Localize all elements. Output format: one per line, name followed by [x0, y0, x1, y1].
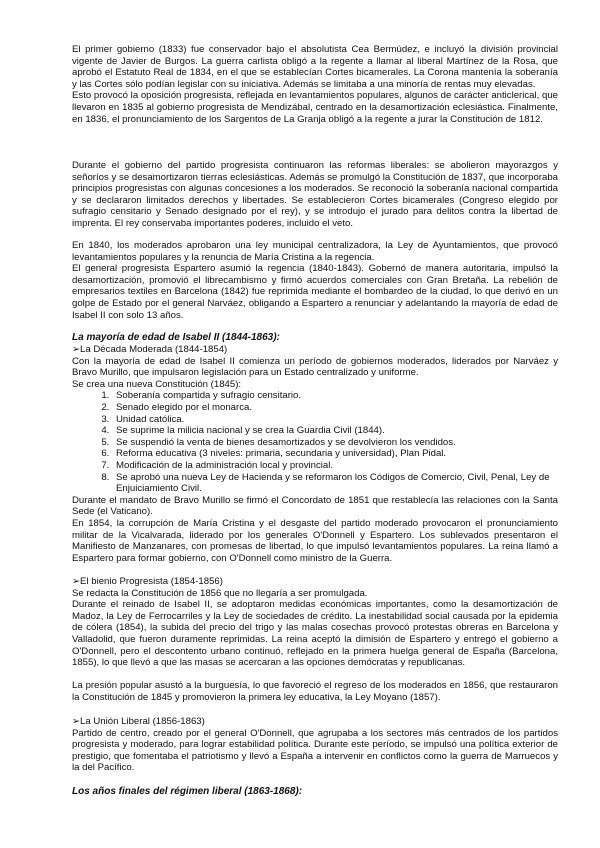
biennium-paragraph-1: Se redacta la Constitución de 1856 que no llegaría a ser promulgada.	[72, 587, 368, 599]
intro-section	[72, 44, 558, 125]
biennium-paragraph-2: Durante el reinado de Isabel II, se adoptaron medidas económicas importantes, como la desamortización de Madoz, la Ley de Ferrocarriles y la Ley de sociedades de crédito. La inestabilidad social causada por la epidemia de cólera (1854), la subida del precio del trigo y las malas cosechas provocó protestas obreras en Barcelona y Valladolid, que fueron duramente reprimidas. La reina aceptó la dimisión de Espartero y entregó el gobierno a O'Donnell, pero el descontento urbano continuó, reflejado en la primera huelga general de España (Barcelona, 1855), lo que llevó a que las masas se acercaran a las opciones demócratas y republicanas.	[72, 599, 558, 669]
concordat-paragraph: Durante el mandato de Bravo Murillo se firmó el Concordato de 1851 que restablecía las relaciones con la Santa Sede (el Vaticano).	[72, 494, 558, 518]
list-item: 4. Se suprime la milicia nacional y se crea la Guardia Civil (1844).	[112, 425, 558, 437]
regency-section	[72, 240, 558, 321]
moderates-return-section	[72, 680, 558, 703]
moderate-paragraph-2: Se crea una nueva Constitución (1845):	[72, 378, 242, 390]
list-item: 7. Modificación de la administración local y provincial.	[112, 460, 558, 472]
section-heading-final-years: Los años finales del régimen liberal (1863-1868):	[72, 786, 303, 797]
vicalvarada-paragraph: En 1854, la corrupción de María Cristina y el desgaste del partido moderado provocaron el pronunciamiento militar de la Vicalvarada, liderado por los generales O'Donnell y Espartero. Los sublevados presentaron el Manifiesto de Manzanares, con promesas de libertad, lo que impulsó levantamientos populares. La reina llamó a Espartero para formar gobierno, con O'Donnell como ministro de la Guerra.	[72, 517, 558, 564]
moderate-paragraph-1: Con la mayoría de edad de Isabel II comienza un período de gobiernos moderados, liderados por Narváez y Bravo Murillo, que impulsaron legislación para un Estado centralizado y uniforme.	[72, 355, 558, 379]
intro-paragraph-5: El general progresista Espartero asumió la regencia (1840-1843). Gobernó de manera autoritaria, impulsó la desamortización, promovió el librecambismo y firmó acuerdos comerciales con Gran Bretaña. La rebelión de empresarios textiles en Barcelona (1842) fue reprimida mediante el bombardeo de la ciudad, lo que derivó en un golpe de Estado por el general Narváez, obligando a Espartero a renunciar y adelantando la mayoría de edad de Isabel II con solo 13 años.	[72, 263, 558, 321]
list-item: 8. Se aprobó una nueva Ley de Hacienda y se reformaron los Códigos de Comercio, Civil, Penal, Ley de Enjuiciamiento Civil.	[112, 472, 558, 495]
intro-paragraph-3: Durante el gobierno del partido progresista continuaron las reformas liberales: se abolieron mayorazgos y señoríos y se desamortizaron tierras eclesiásticas. Además se promulgó la Constitución de 1837, que incorporaba principios progresistas con algunas concesiones a los moderados. Se reconoció la soberanía nacional compartida y se declararon limitados derechos y libertades. Se establecieron Cortes bicamerales (Congreso elegido por sufragio censitario y Senado designado por el rey), y se introdujo el jurado para delitos contra la libertad de imprenta. El rey conservaba importantes poderes, incluido el veto.	[72, 160, 558, 229]
isabel-majority-section	[72, 332, 558, 564]
biennium-paragraph-3: La presión popular asustó a la burguesía, lo que favoreció el regreso de los moderados en 1856, que restauraron la Constitución de 1845 y promovieron la primera ley educativa, la Ley Moyano (1857).	[72, 680, 558, 703]
liberal-union-paragraph: Partido de centro, creado por el general O'Donnell, que agrupaba a los sectores más centrados de los partidos progresista y moderado, para lograr estabilidad política. Durante este período, se impulsó una política exterior de prestigio, que fomentaba el patriotismo y llevó a España a intervenir en conflictos como la guerra de Marruecos y la del Pacífico.	[72, 727, 558, 774]
list-item: 6. Reforma educativa (3 niveles: primaria, secundaria y universidad), Plan Pidal.	[112, 448, 558, 460]
intro-paragraph-4: En 1840, los moderados aprobaron una ley municipal centralizadora, la Ley de Ayuntamientos, que provocó levantamientos populares y la renuncia de María Cristina a la regencia.	[72, 240, 558, 263]
subheading-progressive-biennium: ➢El bienio Progresista (1854-1856)	[72, 576, 223, 587]
final-years-section	[72, 786, 558, 798]
progressive-section	[72, 160, 558, 230]
subheading-liberal-union: ➢La Unión Liberal (1856-1863)	[72, 716, 205, 727]
list-item: 2. Senado elegido por el monarca.	[112, 402, 558, 414]
list-item: 1. Soberanía compartida y sufragio censitario.	[112, 390, 558, 402]
liberal-union-section	[72, 716, 558, 774]
list-item: 3. Unidad católica.	[112, 414, 558, 426]
section-heading-majority: La mayoría de edad de Isabel II (1844-1863):	[72, 332, 280, 343]
progressive-biennium-section	[72, 576, 558, 669]
subheading-moderate-decade: ➢La Década Moderada (1844-1854)	[72, 344, 228, 355]
intro-paragraph-2: Esto provocó la oposición progresista, reflejada en levantamientos populares, algunos de carácter anticlerical, que llevaron en 1835 al gobierno progresista de Mendizábal, centrado en la desamortización eclesiástica. Finalmente, en 1836, el pronunciamiento de los Sargentos de La Granja obligó a la regente a jurar la Constitución de 1812.	[72, 90, 558, 125]
intro-paragraph-1: El primer gobierno (1833) fue conservador bajo el absolutista Cea Bermúdez, e incluyó la división provincial vigente de Javier de Burgos. La guerra carlista obligó a la regente a llamar al liberal Martínez de la Rosa, que aprobó el Estatuto Real de 1834, en el que se establecían Cortes bicamerales. La Corona mantenía la soberanía y las Cortes sólo podían legislar con su iniciativa. Además se limitaba a una minoría de rentas muy elevadas.	[72, 44, 558, 90]
list-item: 5. Se suspendió la venta de bienes desamortizados y se devolvieron los vendidos.	[112, 437, 558, 449]
constitution-1845-list	[72, 390, 558, 494]
